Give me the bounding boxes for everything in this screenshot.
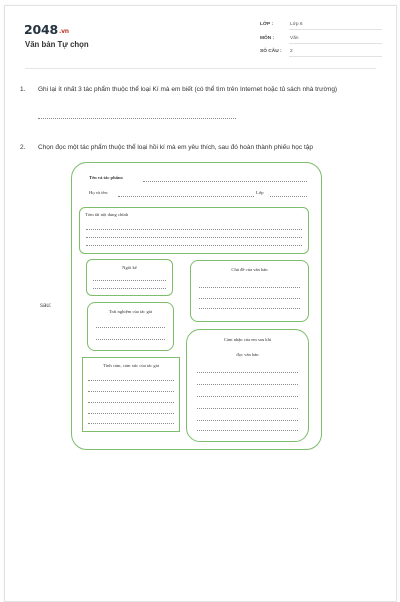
theme-line[interactable] — [199, 308, 300, 309]
feelings-line[interactable] — [88, 423, 174, 424]
impressions-line[interactable] — [197, 372, 298, 373]
meta-key: SỐ CÂU : — [260, 49, 282, 54]
class-label: Lớp — [256, 190, 264, 195]
impressions-line[interactable] — [197, 396, 298, 397]
theme-box — [190, 260, 309, 322]
narrator-line[interactable] — [93, 280, 166, 281]
sau-label: sau: — [40, 303, 52, 309]
summary-line[interactable] — [86, 245, 302, 246]
meta-underline — [289, 56, 382, 57]
question-text: Ghi lại ít nhất 3 tác phẩm thuộc thể loại Kí mà em biết (có thể tìm trên Internet hoặc tủ sách nhà trường) — [38, 86, 338, 93]
question-text: Chọn đọc một tác phẩm thuộc thể loại hồi kí mà em yêu thích, sau đó hoàn thành phiếu học tập — [38, 144, 313, 151]
experience-label: Trải nghiệm của tác giả — [108, 309, 153, 314]
question-number: 1. — [20, 86, 26, 93]
feelings-line[interactable] — [88, 402, 174, 403]
feelings-line[interactable] — [88, 391, 174, 392]
page-subtitle: Văn bản Tự chọn — [25, 40, 89, 49]
impressions-line[interactable] — [197, 420, 298, 421]
narrator-box — [86, 259, 173, 296]
site-logo[interactable] — [24, 22, 69, 37]
meta-key: LỚP : — [260, 22, 274, 27]
meta-key: MÔN : — [260, 36, 275, 41]
impressions-box — [186, 329, 309, 442]
work-title-line[interactable] — [143, 181, 307, 182]
answer-line[interactable] — [38, 118, 236, 119]
feelings-label: Tình cảm, cảm xúc của tác giả — [103, 363, 159, 368]
logo-main: 2048 — [24, 22, 58, 37]
impressions-label-line1: Cảm nhận của em sau khi — [223, 337, 272, 342]
summary-label: Tóm tắt nội dung chính — [85, 212, 129, 217]
feelings-line[interactable] — [88, 380, 174, 381]
impressions-label-line2: đọc văn bản — [236, 352, 259, 357]
impressions-line[interactable] — [197, 408, 298, 409]
summary-box — [79, 207, 309, 254]
summary-line[interactable] — [86, 237, 302, 238]
summary-line[interactable] — [86, 229, 302, 230]
experience-box — [87, 302, 174, 351]
feelings-box — [82, 357, 180, 432]
header-divider — [25, 68, 376, 69]
meta-value: Lớp 6 — [290, 22, 303, 27]
experience-line[interactable] — [96, 327, 165, 328]
question-number: 2. — [20, 144, 26, 151]
impressions-line[interactable] — [197, 384, 298, 385]
narrator-line[interactable] — [93, 288, 166, 289]
meta-underline — [289, 43, 382, 44]
theme-line[interactable] — [199, 298, 300, 299]
feelings-line[interactable] — [88, 413, 174, 414]
student-name-label: Họ và tên: — [89, 190, 109, 195]
meta-value: Văn — [290, 36, 299, 41]
experience-line[interactable] — [96, 339, 165, 340]
student-name-line[interactable] — [118, 196, 254, 197]
meta-underline — [289, 29, 382, 30]
class-line[interactable] — [270, 196, 307, 197]
narrator-label: Ngôi kể — [122, 265, 137, 270]
work-title-label: Tên và tác phẩm: — [89, 175, 124, 180]
theme-label: Chủ đề của văn bản — [231, 267, 268, 272]
logo-suffix: .vn — [59, 28, 69, 35]
theme-line[interactable] — [199, 287, 300, 288]
impressions-line[interactable] — [197, 430, 298, 431]
meta-value: 2 — [290, 49, 293, 54]
